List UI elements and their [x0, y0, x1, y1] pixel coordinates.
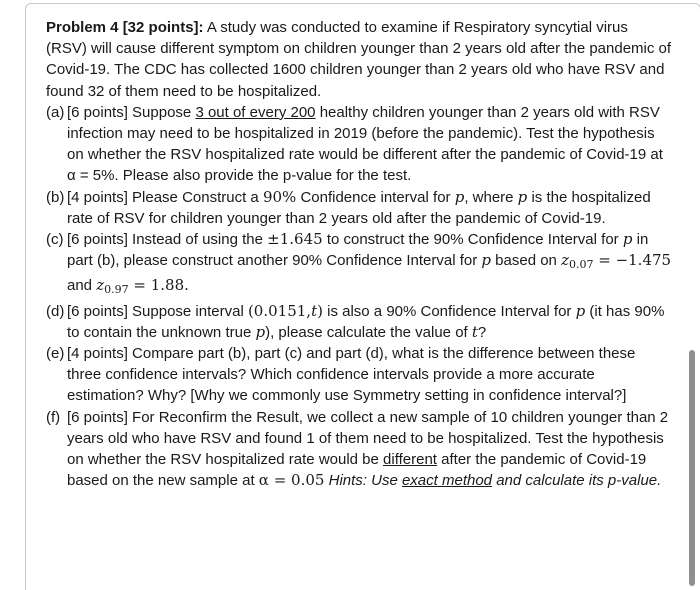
- part-d-interval-open: (0.0151,: [247, 301, 312, 320]
- part-c: [46, 229, 672, 301]
- part-d-text-5: ?: [477, 323, 487, 341]
- part-d-text-4: ), please calculate the value of: [265, 323, 472, 341]
- part-c-plus-minus: ±1.645: [267, 230, 323, 249]
- part-e: [46, 343, 672, 407]
- part-d: [46, 301, 672, 343]
- part-f-label: (f): [46, 408, 61, 426]
- part-c-z-1-sub: 0.07: [568, 258, 594, 272]
- part-f-hint-1: Hints: Use: [324, 472, 402, 490]
- part-a-text-1: [6 points] Suppose: [67, 103, 196, 121]
- part-c-text-1: [6 points] Instead of using the: [67, 231, 268, 249]
- part-c-text-2: to construct the 90% Confidence Interval for: [322, 231, 623, 249]
- part-c-z-2-sub: 0.97: [104, 283, 129, 297]
- part-d-p-1: p: [575, 301, 586, 320]
- part-e-text: [4 points] Compare part (b), part (c) and part (d), what is the difference between these three confidence intervals? Which confidence intervals provide a more accurate estimation? Why? [Why we commonly use Symmetry setting in confidence interval?]: [67, 345, 636, 405]
- part-c-z-1: z: [561, 251, 569, 270]
- part-a: [46, 102, 672, 187]
- part-c-p-1: p: [622, 230, 633, 249]
- part-c-p-2: p: [481, 251, 491, 270]
- problem-heading-colon: :: [198, 19, 204, 36]
- problem-content: [46, 17, 672, 491]
- part-f: [46, 407, 672, 492]
- part-c-text-5: and: [67, 277, 97, 295]
- part-f-hint-2: and calculate its p-value.: [492, 472, 662, 490]
- part-b-label: (b): [46, 188, 65, 206]
- problem-parts-list: [46, 102, 672, 492]
- part-b-text-2: Confidence interval for: [296, 188, 455, 206]
- part-d-t-var: t: [471, 322, 478, 341]
- part-c-eq-1: = −1.475: [593, 251, 672, 270]
- part-f-underlined: different: [383, 451, 437, 469]
- part-c-z-2: z: [96, 276, 105, 295]
- part-d-label: (d): [46, 302, 65, 320]
- part-d-text-2: is also a 90% Confidence Interval for: [322, 302, 576, 320]
- part-a-underlined: 3 out of every 200: [195, 103, 316, 121]
- part-e-label: (e): [46, 345, 65, 363]
- part-a-label: (a): [46, 103, 65, 121]
- part-f-hint-underlined: exact method: [401, 472, 493, 490]
- part-b-p-2: p: [517, 187, 528, 206]
- part-c-text-6: .: [184, 276, 189, 295]
- part-d-text-3: (it has 90% to contain the unknown true: [67, 302, 665, 341]
- part-d-p-2: p: [255, 322, 266, 341]
- part-f-alpha: α = 0.05: [258, 471, 325, 490]
- part-f-text-2: after the pandemic of Covid-19 based on the new sample at: [67, 451, 647, 490]
- part-b-text-3: , where: [464, 188, 518, 206]
- problem-heading: Problem 4 [32 points]: [46, 19, 199, 36]
- part-c-text-3: in part (b), please construct another 90% Confidence Interval for: [67, 231, 649, 270]
- part-b-percent: 90%: [262, 187, 297, 206]
- vertical-scrollbar[interactable]: [689, 350, 695, 586]
- part-b: [46, 187, 672, 229]
- part-a-text-2: healthy children younger than 2 years old with RSV infection may need to be hospitalized in 2019 (before the pandemic). Test the hypothesis on whether the RSV hospitalized rate would be different after the pandemic of Covid-19 at α = 5%. Please also provide the p-value for the test.: [67, 103, 663, 185]
- part-b-p-1: p: [454, 187, 465, 206]
- part-b-text-4: is the hospitalized rate of RSV for children younger than 2 years old after the pandemic of Covid-19.: [67, 188, 651, 227]
- problem-intro-text: A study was conducted to examine if Respiratory syncytial virus (RSV) will cause different symptom on children younger than 2 years old after the pandemic of Covid-19. The CDC has collected 1600 children younger than 2 years old who have RSV and found 32 of them need to be hospitalized.: [46, 19, 672, 100]
- part-c-text-4: based on: [491, 252, 562, 270]
- part-d-interval-t: t: [311, 301, 318, 320]
- part-f-text-1: [6 points] For Reconfirm the Result, we collect a new sample of 10 children younger than 2 years old who have RSV and found 1 of them need to be hospitalized. Test the hypothesis on whether the RSV hospitalized rate would be: [67, 408, 669, 469]
- part-c-label: (c): [46, 231, 64, 249]
- part-c-eq-2: = 1.88: [128, 276, 185, 295]
- part-d-text-1: [6 points] Suppose interval: [67, 302, 248, 320]
- problem-intro: [46, 17, 672, 102]
- part-b-text-1: [4 points] Please Construct a: [67, 188, 263, 206]
- part-d-interval-close: ): [317, 301, 323, 320]
